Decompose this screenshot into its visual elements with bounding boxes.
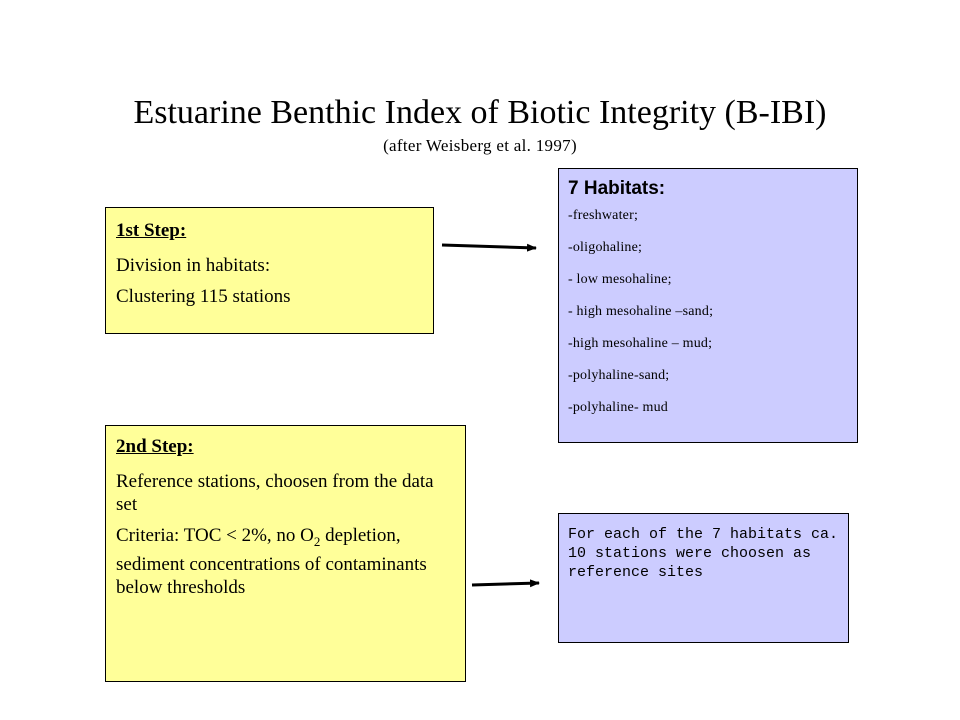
habitats-heading: 7 Habitats: bbox=[568, 178, 666, 199]
habitat-item: - high mesohaline –sand; bbox=[568, 304, 714, 319]
criteria-prefix: Criteria: TOC < 2%, no O bbox=[116, 525, 314, 546]
step2-heading: 2nd Step: bbox=[116, 436, 194, 457]
habitat-item: -polyhaline-sand; bbox=[568, 368, 670, 383]
slide-subtitle: (after Weisberg et al. 1997) bbox=[383, 136, 577, 155]
criteria-subscript: 2 bbox=[313, 533, 321, 549]
criteria-suffix: depletion, sediment concentrations of contaminants below thresholds bbox=[116, 525, 427, 598]
step1-heading: 1st Step: bbox=[116, 220, 187, 241]
reference-text: For each of the 7 habitats ca. 10 stations were choosen as reference sites bbox=[568, 526, 839, 581]
step2-box bbox=[105, 425, 466, 682]
reference-box bbox=[558, 513, 849, 643]
habitat-item: - low mesohaline; bbox=[568, 272, 672, 287]
step1-box bbox=[105, 207, 434, 334]
step1-line: Division in habitats: bbox=[116, 255, 271, 276]
habitats-box bbox=[558, 168, 858, 443]
step2-line: Reference stations, choosen from the data set bbox=[116, 471, 434, 515]
habitat-item: -polyhaline- mud bbox=[568, 400, 669, 415]
step2-criteria bbox=[116, 524, 455, 599]
arrow-step2-to-reference bbox=[472, 583, 539, 585]
arrow-step1-to-habitats bbox=[442, 245, 536, 248]
habitat-item: -high mesohaline – mud; bbox=[568, 336, 713, 351]
habitat-item: -freshwater; bbox=[568, 208, 639, 223]
step1-line: Clustering 115 stations bbox=[116, 286, 291, 307]
habitat-item: -oligohaline; bbox=[568, 240, 643, 255]
slide-title: Estuarine Benthic Index of Biotic Integrity (B-IBI) bbox=[133, 94, 827, 131]
